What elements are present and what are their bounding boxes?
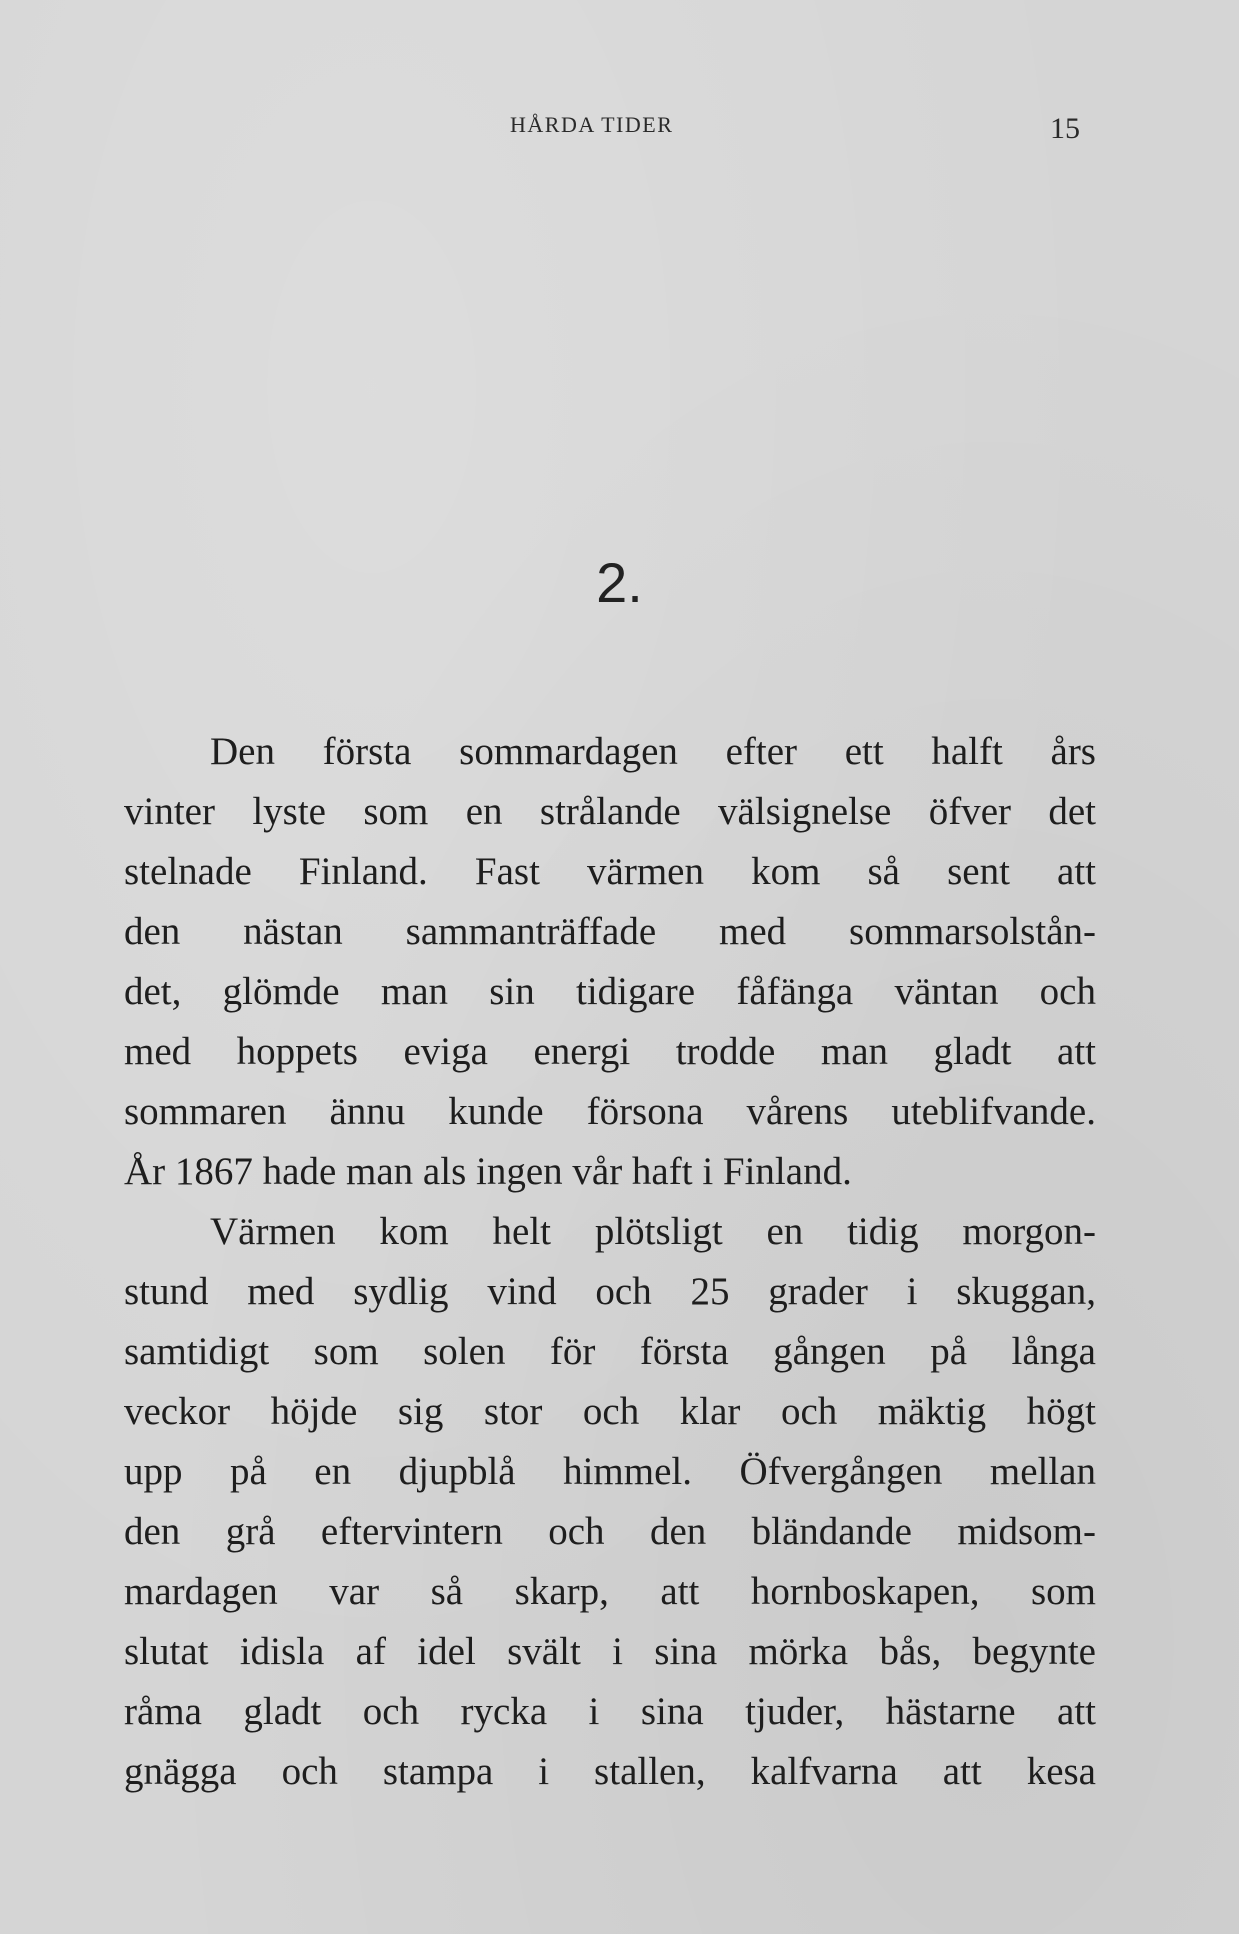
page-number: 15	[1050, 112, 1080, 145]
text-line: vinter lyste som en strålande välsignelse öfver det	[124, 790, 1096, 833]
text-line: gnägga och stampa i stallen, kalfvarna att kesa	[124, 1750, 1096, 1793]
text-line: Den första sommardagen efter ett halft års	[210, 730, 1096, 773]
text-line: mardagen var så skarp, att hornboskapen, som	[124, 1570, 1096, 1613]
text-line: stund med sydlig vind och 25 grader i skuggan,	[124, 1270, 1096, 1313]
text-line: råma gladt och rycka i sina tjuder, hästarne att	[124, 1690, 1096, 1733]
text-line: samtidigt som solen för första gången på långa	[124, 1330, 1096, 1373]
text-line: den grå eftervintern och den bländande midsom-	[124, 1510, 1096, 1553]
chapter-number: 2.	[596, 551, 643, 614]
text-line: den nästan sammanträffade med sommarsolstån-	[124, 910, 1096, 953]
text-line: Värmen kom helt plötsligt en tidig morgon-	[210, 1210, 1096, 1253]
text-line: slutat idisla af idel svält i sina mörka bås, begynte	[124, 1630, 1096, 1673]
text-line: stelnade Finland. Fast värmen kom så sent att	[124, 850, 1096, 893]
text-line: År 1867 hade man als ingen vår haft i Finland.	[124, 1150, 852, 1193]
text-line: veckor höjde sig stor och klar och mäktig högt	[124, 1390, 1096, 1433]
text-line: upp på en djupblå himmel. Öfvergången mellan	[124, 1450, 1096, 1493]
running-head: HÅRDA TIDER	[510, 112, 674, 137]
body-text	[124, 722, 1096, 1802]
text-line: det, glömde man sin tidigare fåfänga väntan och	[124, 970, 1096, 1013]
text-line: med hoppets eviga energi trodde man gladt att	[124, 1030, 1096, 1073]
text-line: sommaren ännu kunde försona vårens uteblifvande.	[124, 1090, 1096, 1133]
